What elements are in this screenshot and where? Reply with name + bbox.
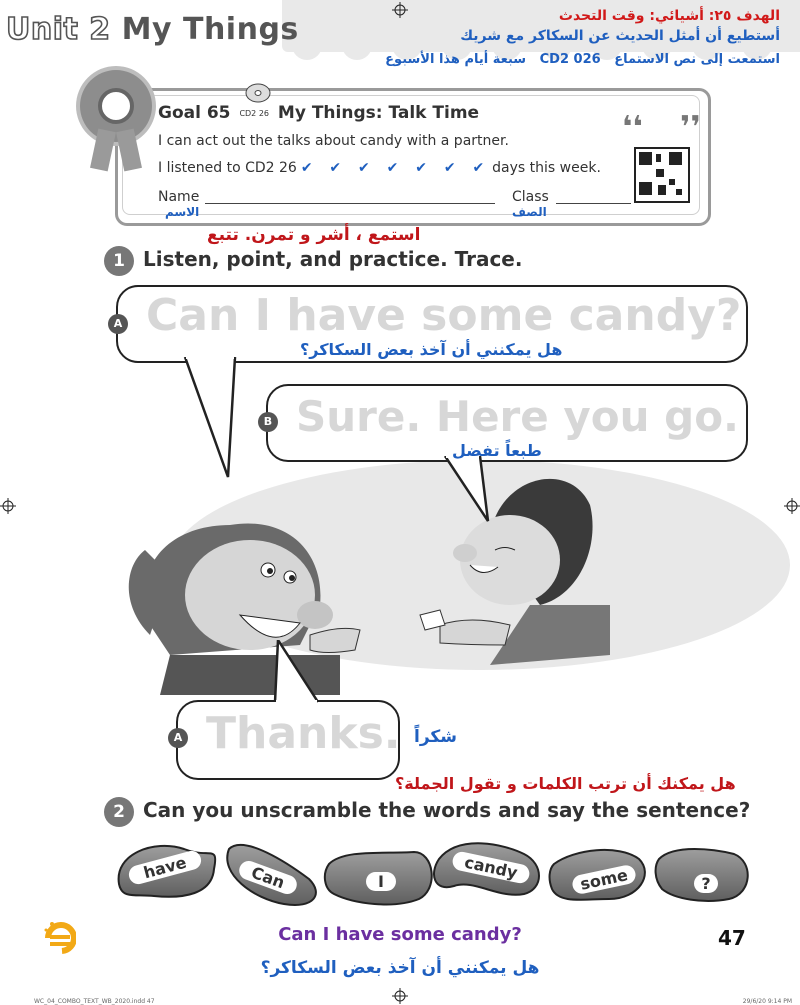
class-field[interactable] [556,203,631,204]
cd-icon [245,82,271,104]
section2-title: Can you unscramble the words and say the sentence? [143,798,751,822]
ar-days: سبعة أيام هذا الأسبوع [385,52,527,67]
class-label: Class [512,189,549,205]
bubble-b-arabic: طبعاً تفضل [452,441,542,460]
goal-listened: I listened to CD2 26 ✔ ✔ ✔ ✔ ✔ ✔ ✔ days this week. [158,160,601,176]
candy-word-4: candy [451,850,531,885]
ar-listened-text [385,52,780,67]
footer-file-info: WC_04_COMBO_TEXT_WB_2020.indd 47 [34,998,155,1005]
candy-pieces [114,834,754,914]
bubble-tail [440,456,500,526]
ar-goal-heading: الهدف ٢٥: أشيائي: وقت التحدث [558,8,780,24]
bubble-a2-arabic: شكراً [414,727,458,747]
goal-label: Goal 65 [158,103,231,123]
candy-word-3: I [366,872,396,891]
crop-mark-icon [392,988,408,1004]
cd-small-label: CD2 26 [239,108,269,118]
goal-title [158,103,479,123]
unit-label: Unit 2 [6,12,111,47]
ar-cd: CD2 026 [539,52,601,67]
section1-number: 1 [104,246,134,276]
crop-mark-icon [784,498,800,514]
candy-word-1: have [127,849,203,887]
ar-can-statement: أستطيع أن أمثل الحديث عن السكاكر مع شريك [460,28,780,44]
speaker-tag-a: A [108,314,128,334]
unit-title [6,12,299,47]
section1-arabic: استمع ، أشر و تمرن. تتبع [207,225,421,245]
bubble-tail [270,640,330,704]
section2-number: 2 [104,797,134,827]
section1-title: Listen, point, and practice. Trace. [143,247,523,271]
trace-text-a2: Thanks. [206,708,401,759]
speaker-tag-b: B [258,412,278,432]
bubble-a1-arabic: هل يمكنني أن آخذ بعض السكاكر؟ [300,340,563,359]
answer-sentence: Can I have some candy? [278,924,522,945]
section2-arabic: هل يمكنك أن ترتب الكلمات و تقول الجملة؟ [395,774,736,793]
footer-timestamp: 29/6/20 9:14 PM [742,998,792,1005]
check-marks: ✔ ✔ ✔ ✔ ✔ ✔ ✔ [300,160,491,176]
quote-icon: ❜❜ [680,110,701,145]
speaker-tag-a2: A [168,728,188,748]
ar-listened: استمعت إلى نص الاستماع [614,52,780,67]
qr-code-icon[interactable] [634,147,690,203]
candy-word-5: some [571,864,638,896]
trace-text-a1: Can I have some candy? [146,290,742,341]
goal-heading: My Things: Talk Time [277,103,480,123]
quote-icon: ❛❛ [622,110,643,145]
name-label: Name [158,189,200,205]
publisher-logo-icon [42,918,76,958]
page-number: 47 [718,926,746,950]
unit-name: My Things [121,12,299,47]
candy-word-2: Can [237,858,300,896]
crop-mark-icon [392,2,408,18]
candy-word-6: ? [694,874,718,893]
answer-sentence-arabic: هل يمكنني أن آخذ بعض السكاكر؟ [260,958,540,978]
bubble-tail [180,357,240,482]
crop-mark-icon [0,498,16,514]
name-label-ar: الاسم [165,205,200,219]
class-label-ar: الصف [512,205,547,219]
rosette-icon [80,70,152,142]
goal-statement: I can act out the talks about candy with a partner. [158,133,509,149]
name-field[interactable] [205,203,495,204]
trace-text-b: Sure. Here you go. [296,392,740,441]
